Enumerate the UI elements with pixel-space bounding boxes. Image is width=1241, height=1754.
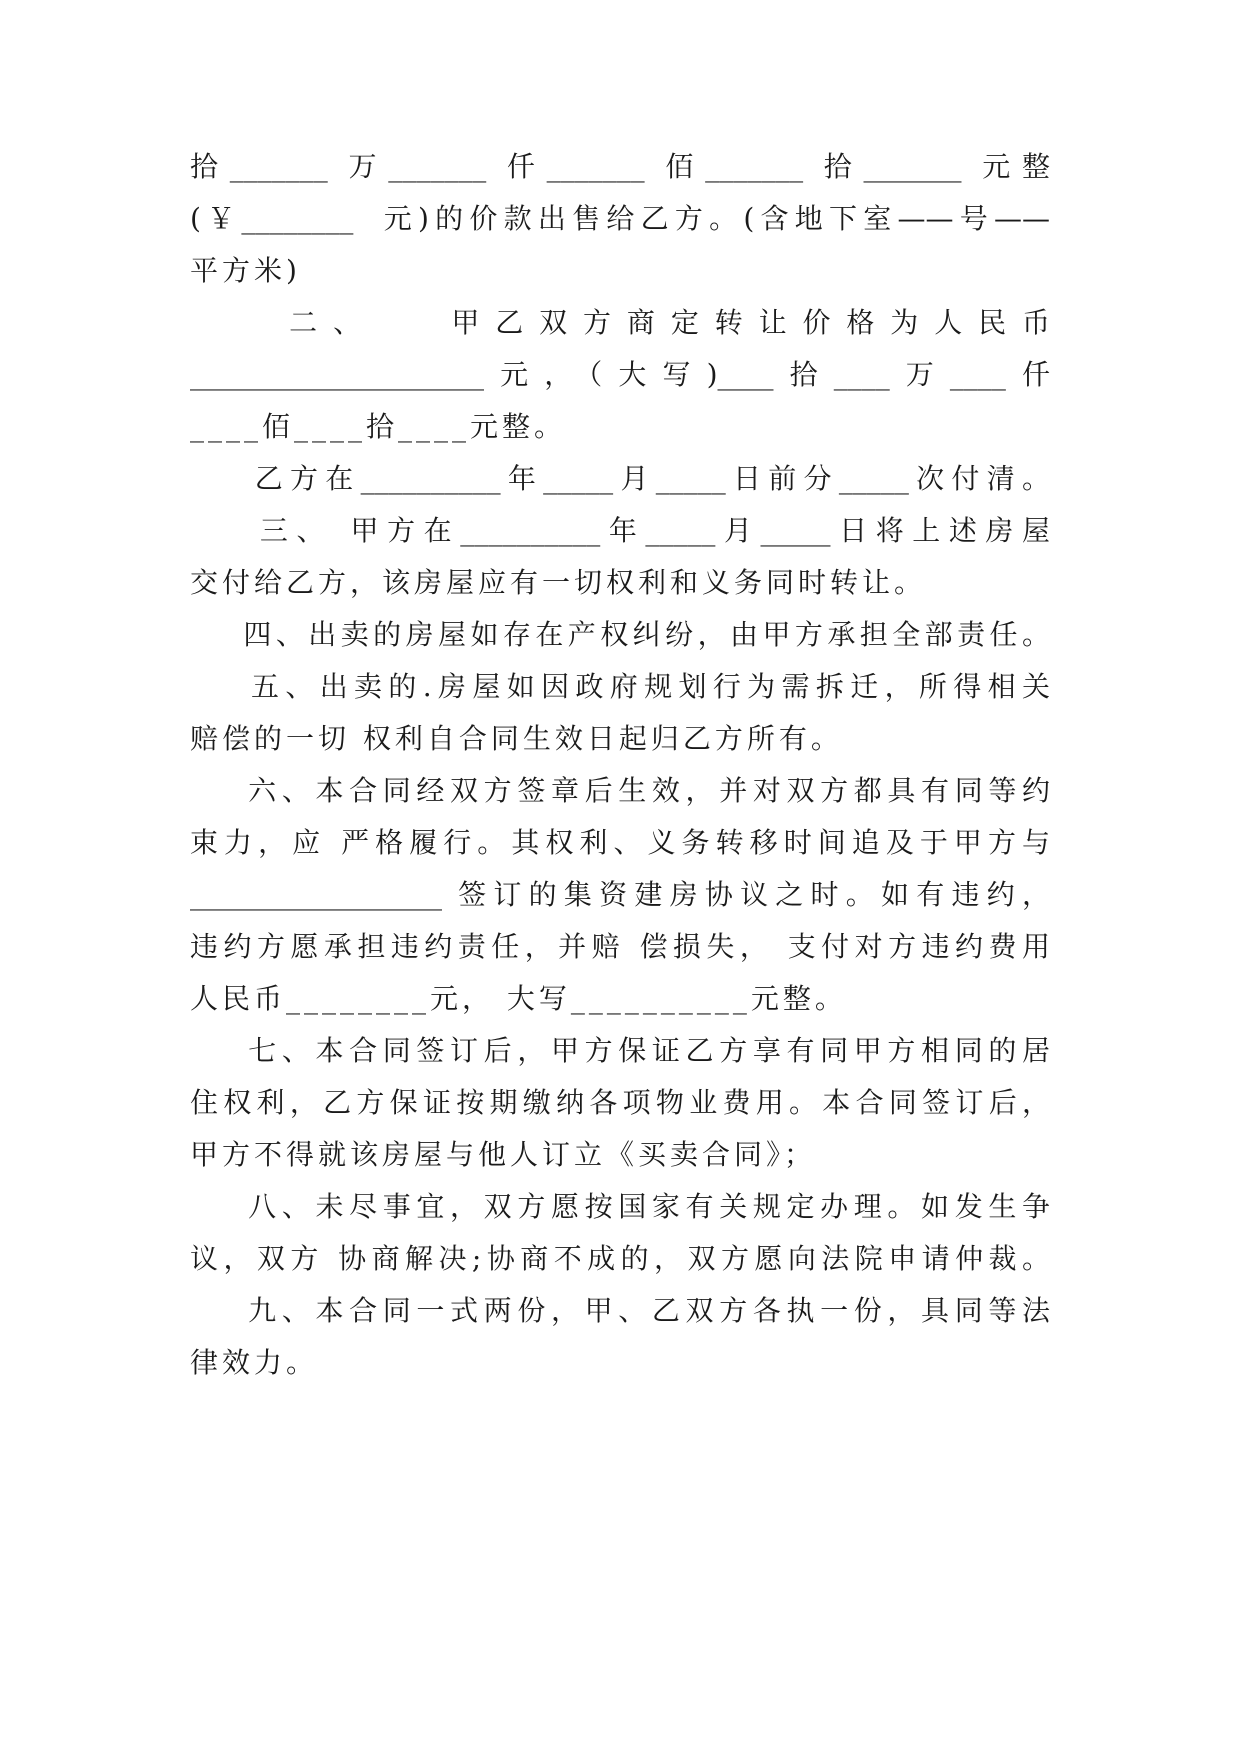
text-line: 赔偿的一切 权利自合同生效日起归乙方所有。	[190, 722, 843, 755]
text-line: 违约方愿承担违约责任，并赔 偿损失， 支付对方违约费用	[190, 930, 1050, 963]
text-line: 议，双方 协商解决;协商不成的，双方愿向法院申请仲裁。	[190, 1242, 1050, 1275]
text-line: 三、 甲方在__________年_____月_____日将上述房屋	[190, 514, 1050, 547]
text-line: 甲方不得就该房屋与他人订立《买卖合同》；	[190, 1138, 817, 1171]
text-line: ____佰____拾____元整。	[190, 410, 567, 443]
text-line: 人民币________元， 大写__________元整。	[190, 982, 847, 1015]
text-line: 八、未尽事宜，双方愿按国家有关规定办理。如发生争	[190, 1190, 1050, 1223]
text-line: 住权利，乙方保证按期缴纳各项物业费用。本合同签订后，	[190, 1086, 1050, 1119]
text-line: 九、本合同一式两份，甲、乙双方各执一份，具同等法	[190, 1294, 1050, 1327]
text-line: 拾_______ 万_______ 仟_______ 佰_______ 拾_______ 元整	[190, 150, 1050, 183]
text-line: _____________________元，（大写)____拾____万____仟	[190, 358, 1050, 391]
text-line: (￥________ 元)的价款出售给乙方。(含地下室——号——	[190, 202, 1050, 235]
text-line: 律效力。	[190, 1346, 319, 1379]
text-line: 乙方在__________年_____月_____日前分_____次付清。	[190, 462, 1050, 495]
text-line: 七、本合同签订后，甲方保证乙方享有同甲方相同的居	[190, 1034, 1050, 1067]
text-line: 二、 甲乙双方商定转让价格为人民币	[190, 306, 1050, 339]
text-line: __________________ 签订的集资建房协议之时。如有违约，	[190, 878, 1050, 911]
text-line: 五、出卖的.房屋如因政府规划行为需拆迁，所得相关	[190, 670, 1050, 703]
text-line: 交付给乙方，该房屋应有一切权利和义务同时转让。	[190, 566, 927, 599]
text-line: 束力，应 严格履行。其权利、义务转移时间追及于甲方与	[190, 826, 1050, 859]
text-line: 四、出卖的房屋如存在产权纠纷，由甲方承担全部责任。	[190, 618, 1050, 651]
text-line: 平方米)	[190, 254, 301, 287]
text-line: 六、本合同经双方签章后生效，并对双方都具有同等约	[190, 774, 1050, 807]
